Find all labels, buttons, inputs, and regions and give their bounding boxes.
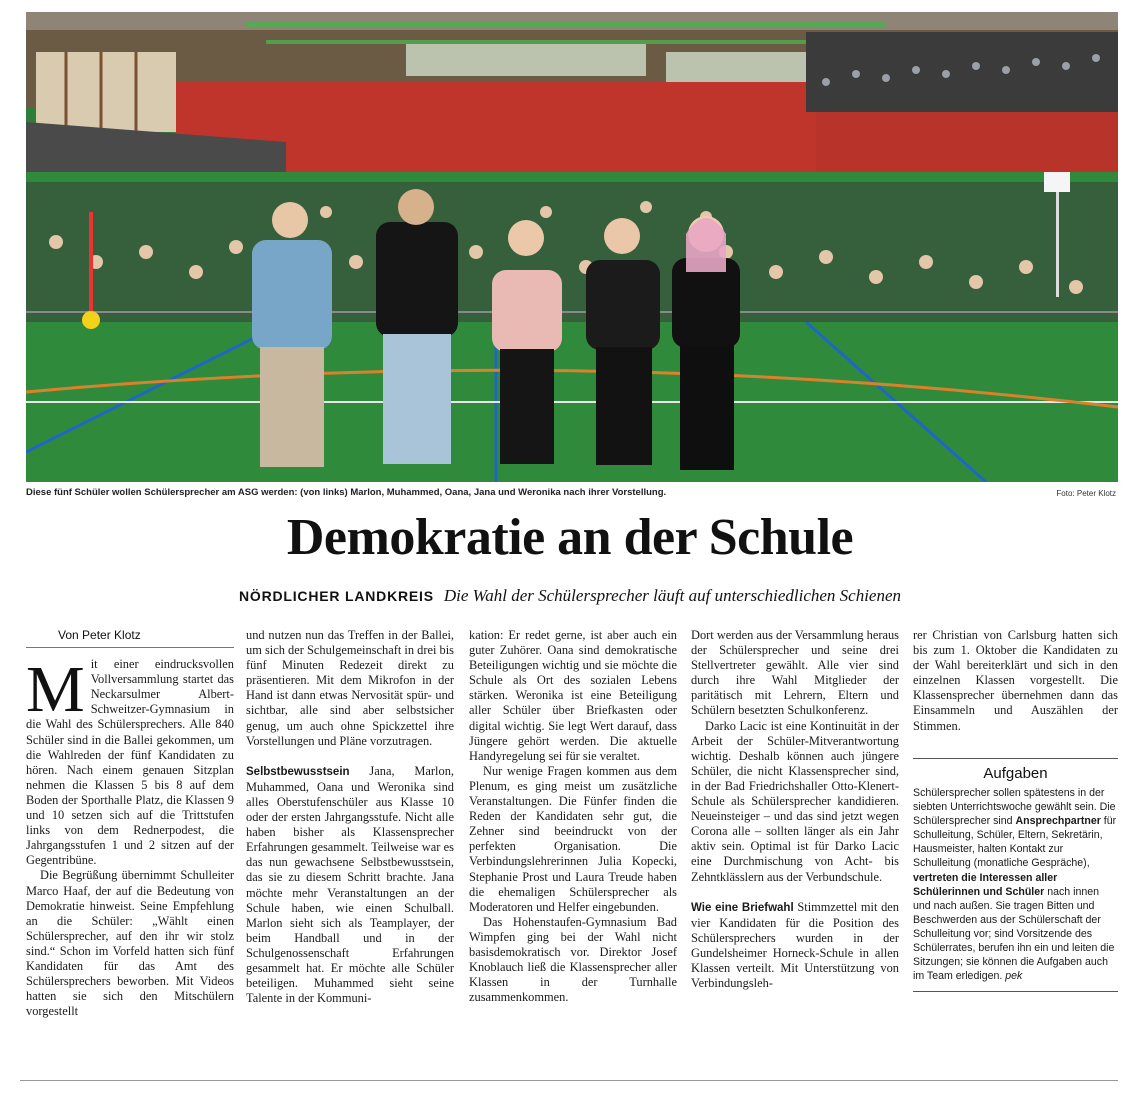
deck: Die Wahl der Schülersprecher läuft auf unterschiedlichen Schienen bbox=[443, 586, 902, 605]
bottom-divider bbox=[20, 1080, 1118, 1081]
kicker: NÖRDLICHER LANDKREIS bbox=[238, 588, 434, 604]
paragraph: Selbstbewusstsein Jana, Marlon, Muhammed, Oana und Weronika sind alles Oberstufenschüler aus Klasse 10 oder der ersten Jahrgangsstufe. Nicht alle haben bisher als Klassensprecher Erfahrungen gesammelt. Teilweise war es das nun gewachsene Selbstbewusstsein, das sie zu diesem Schritt brachte. Jana möchte mehr Veranstaltungen an der Schule haben, wie einen Schulball. Marlon sieht sich als Teamplayer, der beim Handball und in der Schulgenossenschaft Erfahrungen gesammelt hat. Er möchte alle Schüler beteiligen. Muhammed sieht seine Talente in der Kommuni- bbox=[246, 763, 454, 1006]
subheading: Wie eine Briefwahl bbox=[691, 901, 794, 914]
author-byline: Von Peter Klotz bbox=[26, 628, 234, 648]
paragraph: und nutzen nun das Treffen in der Ballei, um sich der Schulgemeinschaft in drei bis fünf Minuten Redezeit direkt zu präsentieren. Mit dem Mikrofon in der Hand ist dann etwas Nervosität spür- und sichtbar, alle sind aber selbstsicher genug, um auch ohne Spickzettel ihre Vorstellungen und Pläne vorzutragen. bbox=[246, 628, 454, 748]
column-1 bbox=[26, 628, 234, 1019]
column-3 bbox=[469, 628, 677, 1005]
paragraph: Dort werden aus der Versammlung heraus der Schülersprecher und seine drei Stellvertreter gewählt. Alle vier sind durch ihre Wahl Mitglieder der paritätisch mit Lehrern, Eltern und Schülern besetzten Schulkonferenz. bbox=[691, 628, 899, 718]
paragraph: Nur wenige Fragen kommen aus dem Plenum, es ging meist um zusätzliche Veranstaltungen. Die Fünfer finden die Reden der Kandidaten sehr gut, die Zehner sind beeindruckt von der perfekten Organisation. Die Verbindungslehrerinnen Julia Kopecki, Stephanie Prost und Laura Treude haben die ehemaligen Schülersprecher als Moderatoren und Helfer eingebunden. bbox=[469, 763, 677, 914]
paragraph: Das Hohenstaufen-Gymnasium Bad Wimpfen ging bei der Wahl nicht basisdemokratisch vor. Direktor Josef Knoblauch ließ die Klassensprecher aller Klassen in der Turnhalle zusammenkommen. bbox=[469, 914, 677, 1005]
subheadline bbox=[0, 586, 1140, 606]
info-box bbox=[913, 758, 1118, 992]
photo-credit: Foto: Peter Klotz bbox=[1056, 489, 1116, 498]
paragraph: kation: Er redet gerne, ist aber auch ein guter Zuhörer. Oana sind demokratische Beteiligungen wichtig und sie möchte die Schule als Ort des sozialen Lebens stärken. Weronika ist eine Beteiligung aller Schüler über Briefkasten oder digital wichtig. Sie legt Wert darauf, dass Jüngere gehört werden. Die aktuelle Handyregelung sei für sie veraltet. bbox=[469, 628, 677, 763]
headline: Demokratie an der Schule bbox=[286, 509, 854, 566]
subheading: Selbstbewusstsein bbox=[246, 765, 350, 778]
paragraph: Die Begrüßung übernimmt Schulleiter Marco Haaf, der auf die Bedeutung von Demokratie hinweist. Seine Empfehlung an die Schüler: „Wählt einen Schülersprecher, auf den ihr wir stolz sind.“ Schon im Vorfeld hatten sich fünf Kandidaten für das Amt des Schülersprechers beworben. Mit Videos hatten sie sich den Mitschülern vorgestellt bbox=[26, 868, 234, 1019]
paragraph: Mit einer eindrucksvollen Vollversammlung startet das Neckarsulmer Albert-Schweitzer-Gymnasium in die Wahl des Schülersprechers. Alle 840 Schüler sind in die Ballei gekommen, um die Wahlreden der fünf Kandidaten zu hören. Nach einem genauen Sitzplan nehmen die Klassen 5 bis 8 auf dem Boden der Sporthalle Platz, die Klassen 9 und 10 setzen sich auf die Trittstufen links von dem Rednerpodest, die Jahrgangsstufen 1 und 2 sitzen auf der Gegentribüne. bbox=[26, 653, 234, 868]
info-box-text: Schülersprecher sollen spätestens in der siebten Unterrichtswoche gewählt sein. Die Schülersprecher sind Ansprechpartner für Schulleitung, Schüler, Eltern, Sekretärin, Hausmeister, halten Kontakt zur Schulleitung (monatliche Gespräche), vertreten die Interessen aller Schülerinnen und Schüler nach innen und nach außen. Sie tragen Bitten und Beschwerden aus der Schülerschaft der Schulleitung vor; sind Vorsitzende des Schülerrates, berufen ihn ein und leiten die Sitzungen; sie können die Aufgaben auch im Team erledigen. pek bbox=[913, 787, 1117, 983]
paragraph: Darko Lacic ist eine Kontinuität in der Arbeit der Schüler-Mitverantwortung wichtig. Deshalb können auch jüngere Schüler, die nicht Klassensprecher sind, in der Bad Friedrichshaller Otto-Klenert-Schule als Schülersprecher kandidieren. Neueinsteiger – und das sind jetzt wegen Corona alle – sollten länger als ein Jahr aktiv sein. Optimal ist für Darko Lacic eine Durchmischung von Acht- bis Zehntklässlern aus der Verbundschule. bbox=[691, 718, 899, 884]
column-2 bbox=[246, 628, 454, 1006]
photo-caption: Diese fünf Schüler wollen Schülersprecher am ASG werden: (von links) Marlon, Muhammed, Oana, Jana und Weronika nach ihrer Vorstellung. bbox=[26, 487, 667, 498]
paragraph: rer Christian von Carlsburg hatten sich bis zum 1. Oktober die Kandidaten zu der Wahl bereiterklärt und sich in den einzelnen Klassen vorgestellt. Die Klassensprecher übernehmen dann das Einsammeln und Auszählen der Stimmen. bbox=[913, 628, 1118, 733]
info-box-title: Aufgaben bbox=[983, 765, 1048, 782]
sports-hall-photo bbox=[26, 12, 1118, 482]
column-5 bbox=[913, 628, 1118, 734]
article-photo bbox=[26, 12, 1118, 482]
column-4 bbox=[691, 628, 899, 991]
paragraph: Wie eine Briefwahl Stimmzettel mit den vier Kandidaten für die Position des Schülersprechers wurden in der Gundelsheimer Horneck-Schule in allen Klassen verteilt. Mit Unterstützung von Verbindungsleh- bbox=[691, 899, 899, 991]
drop-cap: M bbox=[26, 653, 85, 727]
